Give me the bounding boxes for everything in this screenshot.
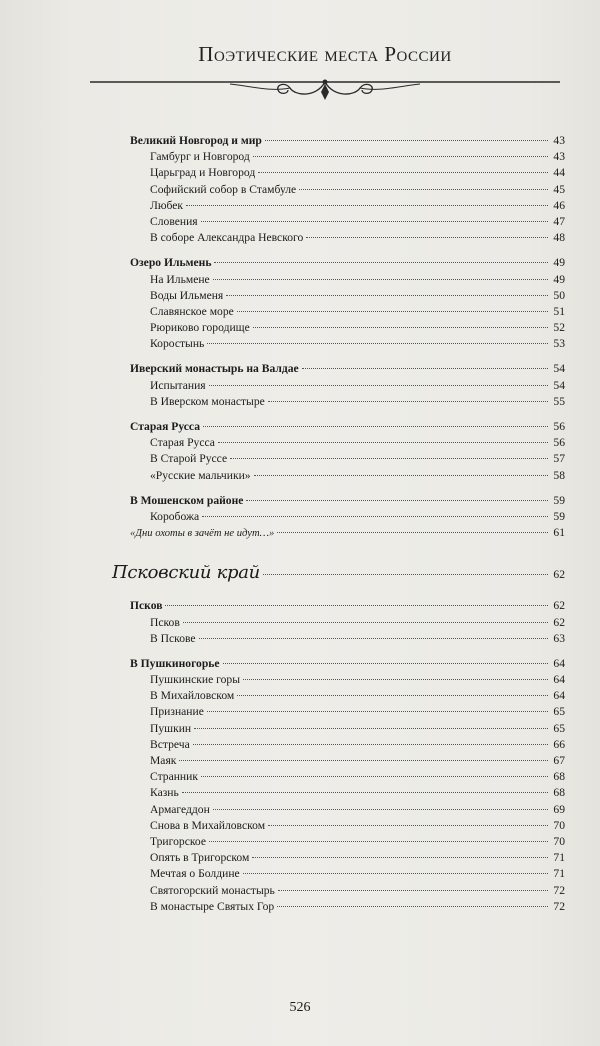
toc-page-number: 49 bbox=[553, 256, 565, 270]
toc-entry[interactable] bbox=[130, 378, 565, 394]
toc-page-number: 46 bbox=[553, 198, 565, 212]
toc-entry[interactable] bbox=[130, 214, 565, 230]
toc-page-number: 62 bbox=[553, 615, 565, 629]
dot-leader bbox=[253, 327, 548, 328]
dot-leader bbox=[207, 711, 548, 712]
toc-entry[interactable] bbox=[130, 272, 565, 288]
section-gap bbox=[130, 647, 565, 656]
toc-section[interactable] bbox=[130, 361, 565, 377]
toc-label: Мечтая о Болдине bbox=[150, 867, 240, 881]
toc-label: Рюриково городище bbox=[150, 321, 250, 335]
dot-leader bbox=[183, 622, 548, 623]
header-title: Поэтические места России bbox=[198, 42, 452, 66]
toc-page-number: 68 bbox=[553, 786, 565, 800]
toc-label: Снова в Михайловском bbox=[150, 818, 266, 832]
toc-page-number: 62 bbox=[553, 599, 565, 613]
toc-label: Коростынь bbox=[150, 337, 205, 351]
toc-entry[interactable] bbox=[130, 525, 565, 541]
dot-leader bbox=[209, 841, 548, 842]
toc-label: В монастыре Святых Гор bbox=[150, 899, 275, 913]
toc-entry[interactable] bbox=[130, 721, 565, 737]
dot-leader bbox=[230, 458, 548, 459]
table-of-contents bbox=[112, 133, 565, 915]
section-gap bbox=[130, 589, 565, 598]
toc-page-number: 56 bbox=[553, 420, 565, 433]
toc-label: Псковский край bbox=[112, 562, 260, 584]
toc-page-number: 66 bbox=[553, 737, 565, 751]
dot-leader bbox=[165, 605, 548, 606]
toc-label: Славянское море bbox=[150, 304, 234, 318]
toc-entry[interactable] bbox=[130, 320, 565, 336]
toc-section[interactable] bbox=[130, 133, 565, 149]
toc-label: В Пскове bbox=[150, 631, 196, 645]
toc-label: Странник bbox=[150, 770, 198, 784]
dot-leader bbox=[201, 221, 548, 222]
toc-label: Любек bbox=[150, 198, 184, 212]
dot-leader bbox=[218, 442, 548, 443]
toc-label: В Мошенском районе bbox=[130, 493, 244, 507]
section-gap bbox=[130, 352, 565, 361]
toc-entry[interactable] bbox=[130, 165, 565, 181]
toc-page-number: 64 bbox=[553, 656, 565, 670]
dot-leader bbox=[299, 189, 548, 190]
toc-label: Иверский монастырь на Валдае bbox=[130, 362, 299, 376]
toc-page-number: 55 bbox=[553, 394, 565, 408]
section-gap bbox=[130, 410, 565, 419]
dot-leader bbox=[203, 426, 548, 427]
dot-leader bbox=[209, 385, 548, 386]
dot-leader bbox=[306, 237, 548, 238]
toc-page-number: 67 bbox=[553, 754, 565, 767]
toc-entry[interactable] bbox=[130, 336, 565, 352]
toc-entry[interactable] bbox=[130, 394, 565, 410]
toc-label: Псков bbox=[130, 599, 163, 613]
dot-leader bbox=[179, 760, 548, 761]
toc-label: Воды Ильменя bbox=[150, 288, 224, 302]
toc-label: Коробожа bbox=[150, 509, 200, 523]
section-gap bbox=[130, 484, 565, 493]
dot-leader bbox=[213, 809, 548, 810]
toc-label: Словения bbox=[150, 214, 198, 228]
toc-entry[interactable] bbox=[130, 866, 565, 882]
toc-page-number: 62 bbox=[553, 568, 565, 582]
dot-leader bbox=[246, 500, 548, 501]
toc-label: В Иверском монастыре bbox=[150, 394, 265, 408]
toc-page-number: 48 bbox=[553, 231, 565, 245]
toc-entry[interactable] bbox=[130, 198, 565, 214]
toc-section[interactable] bbox=[130, 255, 565, 271]
dot-leader bbox=[265, 140, 548, 141]
toc-label: Признание bbox=[150, 705, 204, 719]
dot-leader bbox=[268, 825, 548, 826]
toc-page-number: 59 bbox=[553, 493, 565, 507]
dot-leader bbox=[277, 532, 548, 533]
dot-leader bbox=[254, 475, 548, 476]
toc-section[interactable] bbox=[130, 598, 565, 614]
toc-entry[interactable] bbox=[130, 182, 565, 198]
toc-page-number: 54 bbox=[553, 362, 565, 376]
toc-page-number: 54 bbox=[553, 378, 565, 392]
toc-page-number: 58 bbox=[553, 468, 565, 482]
toc-label: Испытания bbox=[150, 378, 206, 392]
toc-label: В Михайловском bbox=[150, 689, 235, 703]
toc-entry[interactable] bbox=[130, 834, 565, 850]
toc-page-number: 70 bbox=[553, 818, 565, 832]
toc-page-number: 72 bbox=[553, 899, 565, 913]
toc-page-number: 61 bbox=[553, 526, 565, 540]
toc-entry[interactable] bbox=[130, 704, 565, 720]
toc-label: Софийский собор в Стамбуле bbox=[150, 182, 297, 196]
dot-leader bbox=[207, 343, 548, 344]
toc-page-number: 56 bbox=[553, 436, 565, 450]
toc-entry[interactable] bbox=[130, 899, 565, 915]
dot-leader bbox=[194, 728, 548, 729]
toc-label: «Дни охоты в зачёт не идут…» bbox=[130, 528, 275, 540]
toc-label: Старая Русса bbox=[150, 436, 215, 450]
toc-entry[interactable] bbox=[130, 737, 565, 753]
toc-section[interactable] bbox=[130, 656, 565, 672]
toc-entry[interactable] bbox=[130, 785, 565, 801]
toc-label: Озеро Ильмень bbox=[130, 256, 212, 270]
toc-label: Пушкинские горы bbox=[150, 673, 241, 687]
dot-leader bbox=[237, 311, 548, 312]
toc-label: В соборе Александра Невского bbox=[150, 231, 304, 245]
dot-leader bbox=[263, 574, 548, 575]
toc-entry[interactable] bbox=[130, 631, 565, 647]
toc-page-number: 47 bbox=[553, 214, 565, 228]
toc-page-number: 45 bbox=[553, 182, 565, 196]
toc-page-number: 49 bbox=[553, 272, 565, 286]
toc-page-number: 53 bbox=[553, 337, 565, 351]
toc-page-number: 44 bbox=[553, 166, 565, 180]
toc-entry[interactable] bbox=[130, 850, 565, 866]
toc-page-number: 64 bbox=[553, 673, 565, 687]
toc-page-number: 64 bbox=[553, 689, 565, 703]
toc-label: Псков bbox=[150, 615, 180, 629]
toc-entry[interactable] bbox=[130, 451, 565, 467]
toc-page-number: 51 bbox=[553, 304, 565, 318]
toc-page-number: 65 bbox=[553, 721, 565, 735]
toc-entry[interactable] bbox=[130, 883, 565, 899]
toc-page-number: 72 bbox=[553, 883, 565, 897]
dot-leader bbox=[182, 792, 548, 793]
dot-leader bbox=[252, 857, 548, 858]
toc-page-number: 43 bbox=[553, 150, 565, 164]
toc-entry[interactable] bbox=[130, 769, 565, 785]
toc-label: Царьград и Новгород bbox=[150, 166, 256, 180]
toc-page-number: 71 bbox=[553, 867, 565, 881]
dot-leader bbox=[278, 890, 548, 891]
toc-entry[interactable] bbox=[130, 288, 565, 304]
toc-label: Армагеддон bbox=[150, 802, 210, 816]
dot-leader bbox=[268, 401, 548, 402]
toc-entry[interactable] bbox=[130, 802, 565, 818]
toc-label: Старая Русса bbox=[130, 420, 201, 433]
toc-entry[interactable] bbox=[130, 672, 565, 688]
toc-page-number: 63 bbox=[553, 631, 565, 645]
toc-page-number: 50 bbox=[553, 288, 565, 302]
dot-leader bbox=[213, 279, 548, 280]
toc-section[interactable] bbox=[130, 419, 565, 435]
toc-entry[interactable] bbox=[130, 509, 565, 525]
running-header bbox=[90, 42, 560, 67]
toc-page-number: 52 bbox=[553, 321, 565, 335]
toc-page-number: 65 bbox=[553, 705, 565, 719]
dot-leader bbox=[237, 695, 548, 696]
toc-section[interactable] bbox=[130, 493, 565, 509]
toc-label: Святогорский монастырь bbox=[150, 883, 275, 897]
toc-entry[interactable] bbox=[130, 688, 565, 704]
toc-label: Казнь bbox=[150, 786, 179, 800]
dot-leader bbox=[302, 368, 548, 369]
toc-entry[interactable] bbox=[130, 149, 565, 165]
dot-leader bbox=[253, 156, 548, 157]
page-number: 526 bbox=[289, 1000, 311, 1015]
toc-label: На Ильмене bbox=[150, 272, 210, 286]
toc-entry[interactable] bbox=[130, 304, 565, 320]
toc-label: Встреча bbox=[150, 737, 190, 751]
toc-page-number: 57 bbox=[553, 452, 565, 466]
toc-label: Опять в Тригорском bbox=[150, 851, 250, 865]
dot-leader bbox=[186, 205, 548, 206]
dot-leader bbox=[214, 262, 548, 263]
toc-page-number: 59 bbox=[553, 509, 565, 523]
region-gap bbox=[130, 541, 565, 561]
dot-leader bbox=[258, 172, 548, 173]
toc-entry[interactable] bbox=[130, 468, 565, 484]
toc-page-number: 70 bbox=[553, 834, 565, 848]
toc-page-number: 71 bbox=[553, 851, 565, 865]
toc-entry[interactable] bbox=[130, 435, 565, 451]
dot-leader bbox=[202, 516, 548, 517]
toc-label: В Пушкиногорье bbox=[130, 656, 220, 670]
toc-page-number: 69 bbox=[553, 802, 565, 816]
dot-leader bbox=[277, 906, 548, 907]
toc-label: Маяк bbox=[150, 754, 177, 767]
toc-label: «Русские мальчики» bbox=[150, 468, 251, 482]
dot-leader bbox=[223, 663, 548, 664]
dot-leader bbox=[243, 873, 548, 874]
dot-leader bbox=[226, 295, 548, 296]
dot-leader bbox=[201, 776, 548, 777]
toc-label: Великий Новгород и мир bbox=[130, 134, 262, 147]
toc-label: Тригорское bbox=[150, 834, 206, 848]
toc-label: Гамбург и Новгород bbox=[150, 150, 250, 164]
toc-entry[interactable] bbox=[130, 615, 565, 631]
toc-page-number: 43 bbox=[553, 134, 565, 147]
toc-entry[interactable] bbox=[130, 230, 565, 246]
toc-entry[interactable] bbox=[130, 753, 565, 769]
dot-leader bbox=[243, 679, 548, 680]
toc-label: В Старой Руссе bbox=[150, 452, 228, 466]
dot-leader bbox=[199, 638, 548, 639]
toc-entry[interactable] bbox=[130, 818, 565, 834]
toc-label: Пушкин bbox=[150, 721, 192, 735]
section-gap bbox=[130, 246, 565, 255]
toc-page-number: 68 bbox=[553, 770, 565, 784]
ornament-divider bbox=[90, 70, 560, 104]
toc-region[interactable] bbox=[112, 561, 565, 585]
dot-leader bbox=[193, 744, 548, 745]
